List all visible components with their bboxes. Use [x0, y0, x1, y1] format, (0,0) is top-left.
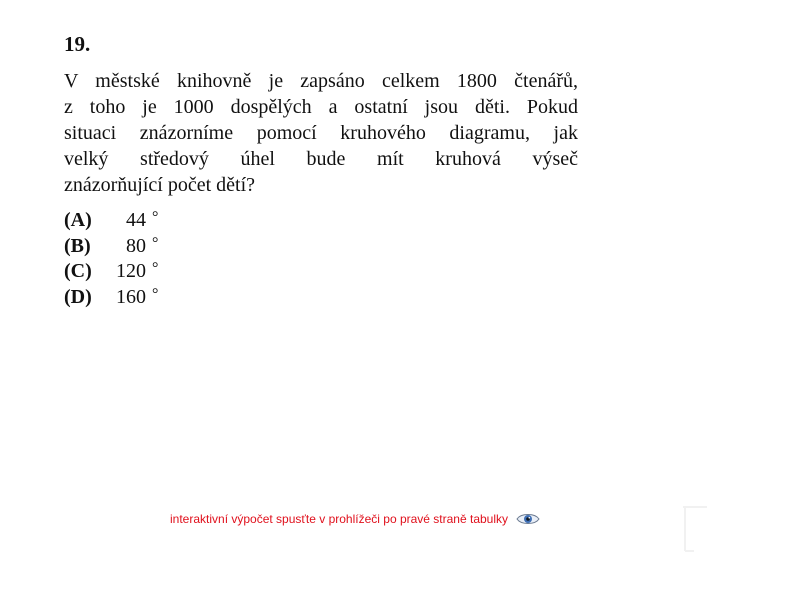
faint-scan-mark — [680, 505, 710, 555]
option-letter: (B) — [64, 234, 91, 257]
interactive-calculation-link[interactable] — [170, 512, 540, 526]
degree-symbol: ° — [152, 209, 159, 226]
option-letter: (A) — [64, 209, 92, 231]
problem-statement — [64, 68, 578, 198]
problem-number: 19. — [64, 32, 91, 56]
eye-icon[interactable] — [516, 512, 540, 526]
problem-line: situaci znázorníme pomocí kruhového diagramu, jak — [64, 122, 578, 144]
degree-symbol: ° — [152, 285, 159, 303]
option-c — [64, 259, 158, 285]
option-a — [64, 208, 158, 234]
problem-line: V městské knihovně je zapsáno celkem 1800 čtenářů, — [64, 70, 578, 92]
option-value: 80 — [126, 234, 146, 257]
option-value: 120 — [116, 260, 146, 282]
interactive-calculation-text: interaktivní výpočet spusťte v prohlížeči po pravé straně tabulky — [170, 512, 509, 526]
answer-options — [64, 208, 158, 310]
option-b — [64, 234, 158, 260]
degree-symbol: ° — [152, 260, 159, 277]
problem-line: z toho je 1000 dospělých a ostatní jsou děti. Pokud — [64, 96, 578, 118]
option-value: 44 — [126, 209, 146, 231]
option-d — [64, 285, 158, 311]
option-value: 160 — [116, 285, 146, 308]
problem-line: znázorňující počet dětí? — [64, 174, 256, 196]
problem-line: velký středový úhel bude mít kruhová výseč — [64, 148, 578, 170]
option-letter: (C) — [64, 260, 92, 282]
option-letter: (D) — [64, 285, 92, 308]
degree-symbol: ° — [152, 234, 159, 252]
